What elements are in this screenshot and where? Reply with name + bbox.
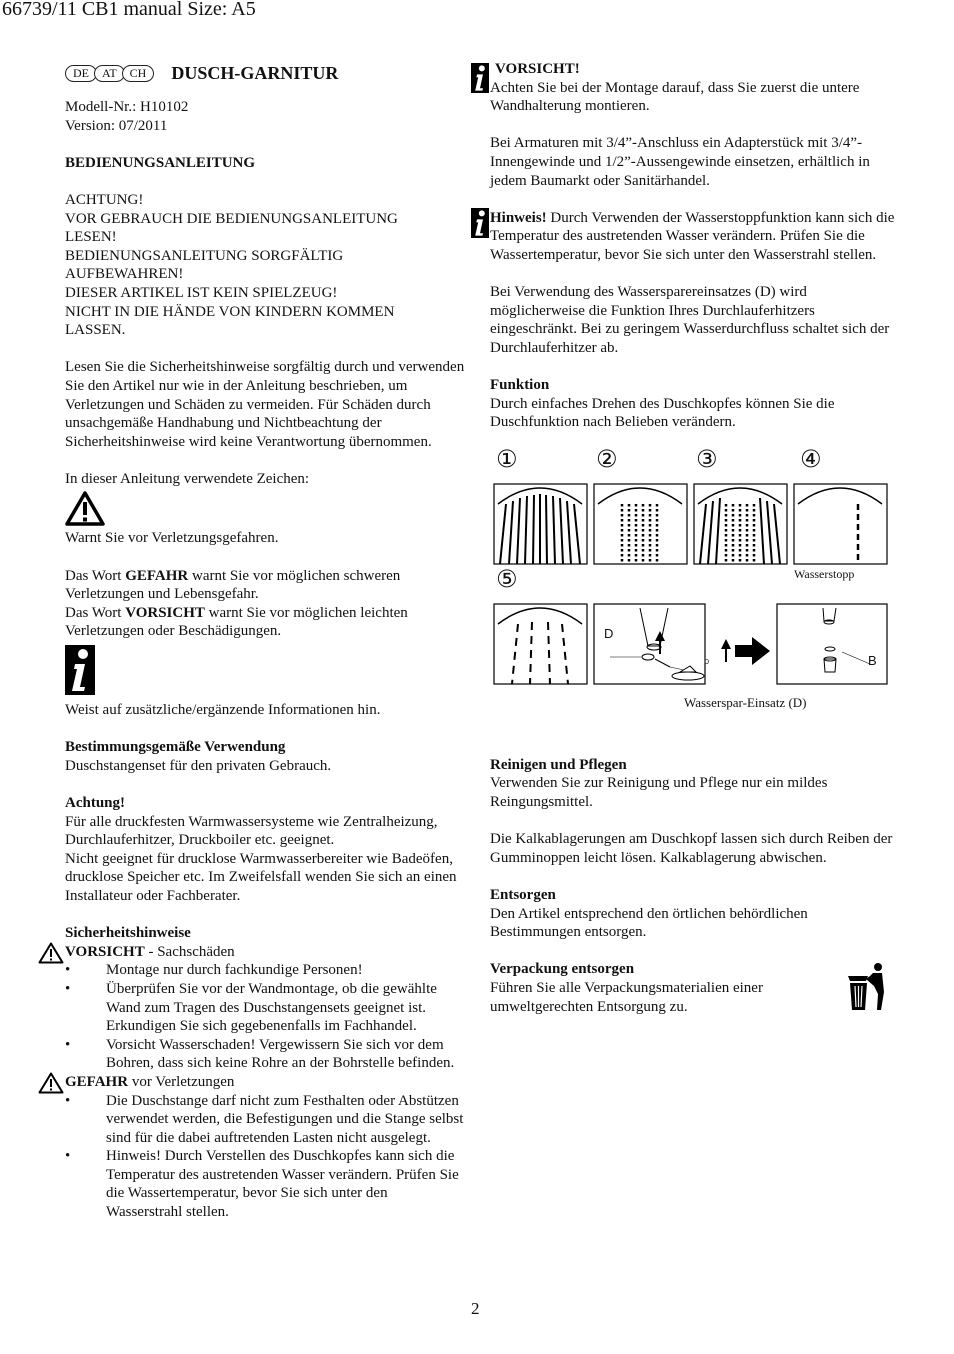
warning-symbol-row <box>65 488 465 529</box>
info-icon <box>471 207 489 239</box>
caution-line: LASSEN. <box>65 322 126 339</box>
symbols-intro: In dieser Anleitung verwendete Zeichen: <box>65 470 310 487</box>
number-1-label: ① <box>496 444 518 473</box>
safety-vorsicht-rest: - Sachschäden <box>144 943 235 960</box>
mode-3-spray <box>698 488 782 564</box>
list-item: • Montage nur durch fachkundige Personen! <box>65 961 465 980</box>
country-badge-at: AT <box>94 65 125 82</box>
number-2-label: ② <box>596 444 618 473</box>
mode-1-spray <box>498 488 582 564</box>
manual-heading: BEDIENUNGSANLEITUNG <box>65 154 256 171</box>
safety-heading: Sicherheitshinweise <box>65 925 191 942</box>
list-item: • Hinweis! Durch Verstellen des Duschkopfes kann sich die Temperatur des austretenden Wasser verändern. Prüfen Sie die Wassertemperatur, bevor Sie sich unter den Wasserstrahl stellen. <box>65 1147 465 1221</box>
intro-paragraph: Lesen Sie die Sicherheitshinweise sorgfältig durch und verwenden Sie den Artikel nur wie in der Anleitung beschrieben, um Verletzungen und Schäden zu vermeiden. Für Schäden durch unsachgemäße Handhabung und Nichtbeachtung der Sicherheitshinweise wird keine Verantwortung übernommen. <box>65 359 465 450</box>
number-5-label: ⑤ <box>496 564 518 593</box>
safety-vorsicht-word: VORSICHT <box>65 943 145 960</box>
warn-symbol-text: Warnt Sie vor Verletzungsgefahren. <box>65 530 279 547</box>
pack-text: Führen Sie alle Verpackungsmaterialien einer umweltgerechten Entsorgung zu. <box>490 980 763 1015</box>
safety-gefahr-line <box>65 1073 465 1092</box>
vorsicht-pre: Das Wort <box>65 604 126 621</box>
mode-5-spray <box>498 608 582 684</box>
aerator-insert-drawing <box>610 608 704 680</box>
achtung-text: Nicht geeignet für drucklose Warmwasserbereiter wie Badeöfen, drucklose Speicher etc. Im Zweifelsfall wenden Sie sich an einen Installateur oder Fachberater. <box>65 850 457 904</box>
safety-gefahr-rest: vor Verletzungen <box>128 1073 235 1090</box>
arrow-up-icon <box>721 639 731 662</box>
number-3-label: ③ <box>696 444 718 473</box>
safety-vorsicht-line <box>65 943 465 962</box>
mode-4-waterstop <box>798 488 882 564</box>
use-heading: Bestimmungsgemäße Verwendung <box>65 739 286 756</box>
document-title: DUSCH-GARNITUR <box>171 62 339 83</box>
recycling-bin-icon <box>846 962 888 1012</box>
wasserstopp-label: Wasserstopp <box>794 566 855 581</box>
list-item: • Überprüfen Sie vor der Wandmontage, ob die gewählte Wand zum Tragen des Duschstangensets geeignet ist. Erkundigen Sie sich gegebenenfalls im Fachhandel. <box>65 980 465 1036</box>
use-text: Duschstangenset für den privaten Gebrauch. <box>65 757 332 774</box>
info-icon <box>471 62 489 94</box>
figure-caption: Wasserspar-Einsatz (D) <box>684 694 807 710</box>
achtung-text: Für alle druckfesten Warmwassersysteme wie Zentralheizung, Durchlauferhitzer, Druckboiler etc. geeignet. <box>65 813 438 849</box>
right-column <box>490 60 895 1016</box>
caution-line: BEDIENUNGSANLEITUNG SORGFÄLTIG <box>65 247 344 264</box>
label-b: B <box>868 652 877 668</box>
vorsicht-list <box>65 961 465 1073</box>
version: Version: 07/2011 <box>65 117 168 134</box>
packaging-block <box>490 960 895 1016</box>
clean-text: Verwenden Sie zur Reinigung und Pflege nur ein mildes Reingungsmittel. <box>490 775 828 811</box>
document-header: 66739/11 CB1 manual Size: A5 <box>2 0 256 20</box>
warning-triangle-icon <box>38 1072 64 1094</box>
vorsicht-heading: VORSICHT! <box>495 61 580 77</box>
arrow-right-icon <box>735 637 770 665</box>
hinweis-block <box>490 209 895 265</box>
gefahr-definition <box>65 567 465 604</box>
assembled-aerator-drawing <box>823 608 870 672</box>
hinweis-text: Durch Verwenden der Wasserstoppfunktion kann sich die Temperatur des austretenden Wasser verändern. Prüfen Sie die Wassertemperatur, bevor Sie sich unter den Wasserstrahl stellen. <box>490 209 895 263</box>
caution-line: NICHT IN DIE HÄNDE VON KINDERN KOMMEN <box>65 303 395 320</box>
caution-line: ACHTUNG! <box>65 191 144 208</box>
number-4-label: ④ <box>800 444 822 473</box>
hinweis-word: Hinweis! <box>490 209 547 226</box>
list-item: • Die Duschstange darf nicht zum Festhalten oder Abstützen verwendet werden, die Befestigungen und die Stange selbst sind für die dabei auftretenden Lasten nicht ausgelegt. <box>65 1092 465 1148</box>
gefahr-word: GEFAHR <box>125 567 189 584</box>
shower-functions-figure <box>490 446 895 756</box>
pack-heading: Verpackung entsorgen <box>490 961 635 978</box>
title-row <box>65 60 465 86</box>
caution-line: VOR GEBRAUCH DIE BEDIENUNGSANLEITUNG <box>65 210 398 227</box>
warning-triangle-icon <box>38 942 64 964</box>
mode-2-spray <box>598 488 682 564</box>
mode-box-5 <box>494 604 587 684</box>
gefahr-pre: Das Wort <box>65 567 126 584</box>
vorsicht-text: Achten Sie bei der Montage darauf, dass Sie zuerst die untere Wandhalterung montieren. <box>490 79 860 115</box>
country-badge-ch: CH <box>122 65 155 82</box>
clean-text: Die Kalkablagerungen am Duschkopf lassen sich durch Reiben der Gumminoppen leicht lösen. Kalkablagerung abwischen. <box>490 831 893 866</box>
vorsicht-definition <box>65 604 465 641</box>
funktion-text: Durch einfaches Drehen des Duschkopfes können Sie die Duschfunktion nach Belieben verändern. <box>490 395 835 431</box>
caution-line: LESEN! <box>65 229 117 246</box>
mode-box-2 <box>594 484 687 564</box>
achtung-heading: Achtung! <box>65 795 126 811</box>
dispose-text: Den Artikel entsprechend den örtlichen behördlichen Bestimmungen entsorgen. <box>490 905 808 941</box>
vorsicht-post: warnt Sie vor möglichen leichten Verletzungen oder Beschädigungen. <box>65 604 408 640</box>
sparer-text: Bei Verwendung des Wassersparereinsatzes (D) wird möglicherweise die Funktion Ihres Durchlauferhitzers eingeschränkt. Bei zu geringem Wasserdurchfluss schaltet sich der Durchlauferhitzer ab. <box>490 284 890 356</box>
funktion-heading: Funktion <box>490 377 550 394</box>
safety-gefahr-word: GEFAHR <box>65 1073 129 1090</box>
list-item: • Vorsicht Wasserschaden! Vergewissern Sie sich vor dem Bohren, dass sich keine Rohre an der Bohrstelle befinden. <box>65 1036 465 1073</box>
caution-line: AUFBEWAHREN! <box>65 266 184 283</box>
page-number: 2 <box>471 1299 480 1318</box>
info-icon <box>65 645 95 695</box>
shower-modes-diagram <box>490 446 900 736</box>
caution-line: DIESER ARTIKEL IST KEIN SPIELZEUG! <box>65 284 338 301</box>
mode-box-4 <box>794 484 887 564</box>
vorsicht-word: VORSICHT <box>125 604 205 621</box>
label-d: D <box>604 625 614 641</box>
clean-heading: Reinigen und Pflegen <box>490 756 627 773</box>
warning-triangle-icon <box>65 491 105 526</box>
left-column <box>65 60 465 1222</box>
country-badge-de: DE <box>65 65 97 82</box>
info-symbol-text: Weist auf zusätzliche/ergänzende Informationen hin. <box>65 702 381 719</box>
label-d-small: D <box>704 658 710 666</box>
gefahr-post: warnt Sie vor möglichen schweren Verletzungen und Lebensgefahr. <box>65 567 401 603</box>
gefahr-list <box>65 1092 465 1222</box>
dispose-heading: Entsorgen <box>490 887 556 904</box>
info-symbol-row <box>65 641 465 701</box>
adapter-text: Bei Armaturen mit 3/4”-Anschluss ein Adapterstück mit 3/4”-Innengewinde und 1/2”-Aussengewinde einsetzen, erhältlich in jedem Baumarkt oder Sanitärhandel. <box>490 135 870 189</box>
arrow-up-icon <box>655 631 665 654</box>
model-number: Modell-Nr.: H10102 <box>65 99 189 115</box>
